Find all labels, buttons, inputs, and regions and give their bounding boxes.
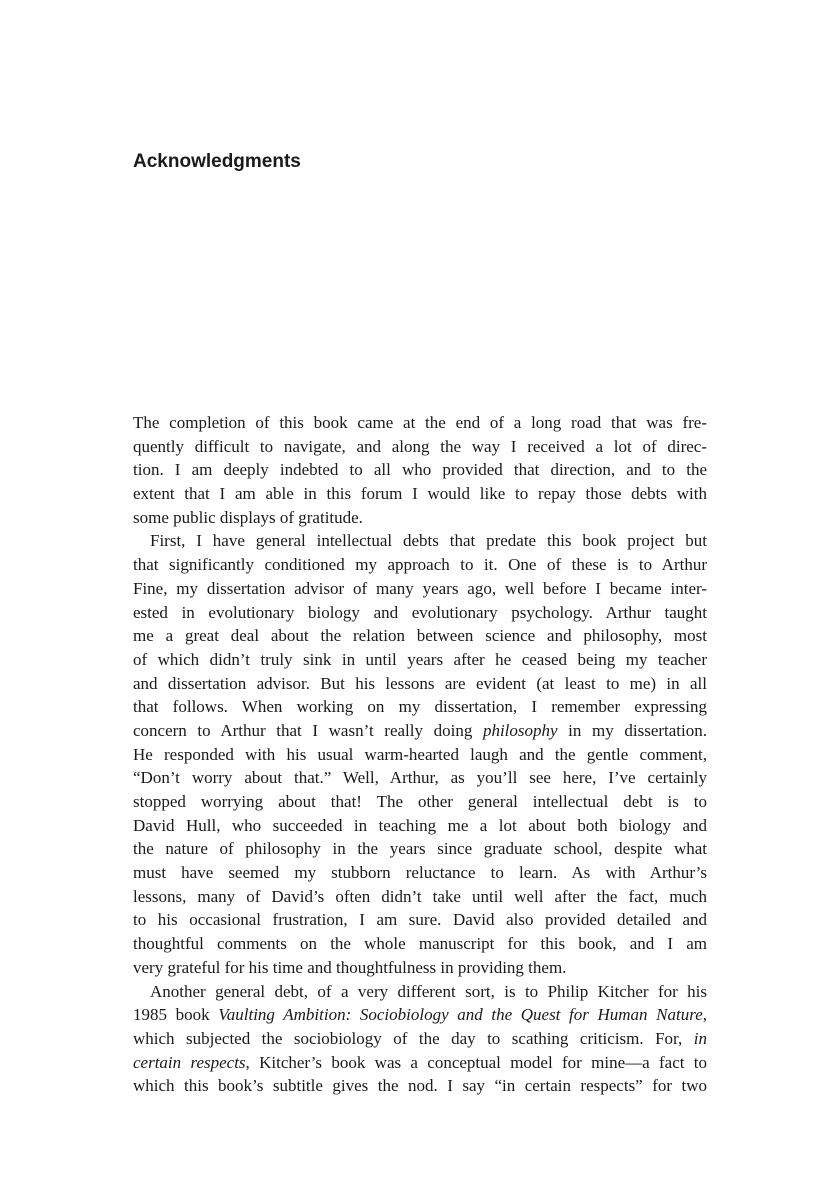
- text-line: [133, 529, 707, 553]
- text-line: [133, 411, 707, 435]
- text-line: [133, 435, 707, 459]
- text-run: , Kitcher’s book was a conceptual model for mine—a fact to: [245, 1052, 707, 1072]
- paragraph: [133, 411, 707, 529]
- italic-text: philosophy: [482, 720, 558, 740]
- text-run: lessons, many of David’s often didn’t take until well after the fact, much: [133, 886, 707, 906]
- text-line: [133, 766, 707, 790]
- text-line: [133, 837, 707, 861]
- paragraph: [133, 980, 707, 1098]
- text-line: [133, 553, 707, 577]
- text-line: [133, 1003, 707, 1027]
- text-run: which this book’s subtitle gives the nod. I say “in certain respects” for two: [133, 1076, 707, 1096]
- text-line: [133, 980, 707, 1004]
- text-run: the nature of philosophy in the years since graduate school, despite what: [133, 839, 707, 859]
- text-line: [133, 908, 707, 932]
- text-line: [133, 458, 707, 482]
- text-line: [133, 885, 707, 909]
- text-line: [133, 577, 707, 601]
- text-line: [133, 790, 707, 814]
- text-run: concern to Arthur that I wasn’t really doing: [133, 720, 483, 740]
- text-run: ested in evolutionary biology and evolutionary psychology. Arthur taught: [133, 602, 707, 622]
- text-run: some public displays of gratitude.: [133, 507, 363, 527]
- text-line: [133, 1027, 707, 1051]
- text-run: ,: [702, 1005, 708, 1025]
- page-title: Acknowledgments: [133, 151, 301, 172]
- text-run: very grateful for his time and thoughtfulness in providing them.: [133, 957, 567, 977]
- text-line: [133, 814, 707, 838]
- text-run: must have seemed my stubborn reluctance to learn. As with Arthur’s: [133, 863, 707, 883]
- body-text: [133, 411, 707, 1098]
- text-run: to his occasional frustration, I am sure. David also provided detailed and: [133, 910, 707, 930]
- text-line: [133, 624, 707, 648]
- text-run: and dissertation advisor. But his lessons are evident (at least to me) in all: [133, 673, 707, 693]
- italic-text: Vaulting Ambition: Sociobiology and the Quest for Human Nature: [218, 1005, 703, 1025]
- text-line: [133, 506, 707, 530]
- text-run: 1985 book: [133, 1005, 219, 1025]
- text-run: First, I have general intellectual debts that predate this book project but: [150, 531, 707, 551]
- text-line: [133, 861, 707, 885]
- text-run: Fine, my dissertation advisor of many years ago, well before I became inter-: [133, 578, 707, 598]
- text-line: [133, 672, 707, 696]
- text-line: [133, 648, 707, 672]
- text-run: which subjected the sociobiology of the day to scathing criticism. For,: [133, 1028, 694, 1048]
- paragraph: [133, 529, 707, 979]
- text-run: David Hull, who succeeded in teaching me a lot about both biology and: [133, 815, 707, 835]
- text-run: that significantly conditioned my approach to it. One of these is to Arthur: [133, 555, 707, 575]
- text-run: quently difficult to navigate, and along the way I received a lot of direc-: [133, 436, 707, 456]
- text-line: [133, 1074, 707, 1098]
- text-line: [133, 482, 707, 506]
- text-run: The completion of this book came at the end of a long road that was fre-: [133, 413, 707, 432]
- text-run: in my dissertation.: [557, 720, 707, 740]
- text-line: [133, 695, 707, 719]
- text-line: [133, 601, 707, 625]
- text-run: tion. I am deeply indebted to all who provided that direction, and to the: [133, 460, 707, 480]
- text-run: stopped worrying about that! The other general intellectual debt is to: [133, 792, 707, 811]
- text-run: He responded with his usual warm-hearted laugh and the gentle comment,: [133, 744, 707, 764]
- text-line: [133, 932, 707, 956]
- text-line: [133, 719, 707, 743]
- text-run: “Don’t worry about that.” Well, Arthur, as you’ll see here, I’ve certainly: [133, 768, 707, 788]
- text-run: thoughtful comments on the whole manuscript for this book, and I am: [133, 934, 707, 954]
- text-run: Another general debt, of a very different sort, is to Philip Kitcher for his: [150, 981, 707, 1001]
- text-run: that follows. When working on my dissertation, I remember expressing: [133, 697, 707, 717]
- text-line: [133, 956, 707, 980]
- text-run: me a great deal about the relation between science and philosophy, most: [133, 626, 707, 646]
- text-line: [133, 1051, 707, 1075]
- text-run: extent that I am able in this forum I would like to repay those debts with: [133, 484, 707, 504]
- italic-text: certain respects: [133, 1052, 246, 1072]
- text-run: of which didn’t truly sink in until years after he ceased being my teacher: [133, 649, 707, 669]
- text-line: [133, 743, 707, 767]
- italic-text: in: [693, 1028, 707, 1048]
